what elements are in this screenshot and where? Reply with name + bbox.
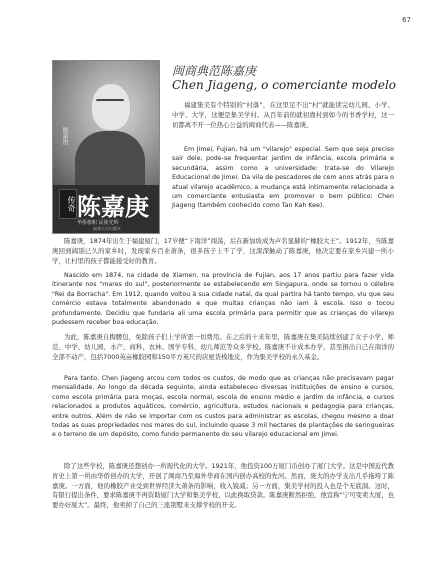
cover-publisher: 福建人民出版社 (93, 226, 121, 231)
page-number: 67 (402, 16, 411, 24)
cover-title: 陈嘉庚 (77, 193, 149, 221)
paragraph-4-chinese: 除了这些学校，陈嘉庚还想创办一所现代化的大学。1921年，他投资100万厦门币创办了厦门大学。这是中国近代教育史上第一所由华侨创办的大学，开创了闽商乃至海外华商在国内创办高校的先河。然而，庞大的办学支出几乎拖垮了陈嘉庚。一方面，他的橡胶产业受到世界经济大萧条的影响，收入锐减；另一方面，集美学村的投入也是个无底洞。这时，有银行提出条件，要求陈嘉庚不再资助厦门大学和集美学校，以此换取贷款。陈嘉庚断然拒绝，他宣称“宁可变卖大厦，也要办好厦大”。最终，他卖掉了自己的三座别墅来支撑学校的开支。 (52, 462, 395, 510)
cover-series-label: 传奇 (59, 189, 77, 219)
paragraph-3-chinese: 为此，陈嘉庚自掏腰包，免除孩子们上学所需一切费用。在之后的十来年里，陈嘉庚在集美陆续创建了女子小学、师范、中学、幼儿园、水产、商科、农林、国学专科、幼儿师范等众多学校。陈嘉庚不计成本办学，甚至捐出自己在南洋的全部不动产，包括7000英亩橡胶园和150平方英尺的店屋货栈地皮，作为集美学校的永久基金。 (52, 333, 394, 361)
paragraph-1-portuguese: Em Jimei, Fujian, há um "vilarejo" especial. Sem que seja preciso sair dele, pode-se frequentar jardim de infância, escola primária e secundária, assim como a universidade: trata-se do Vilarejo Educacional de Jimei. Da vila de pescadores de cem anos atrás para o atual vilarejo acadêmico, a mudança está intimamente relacionada a um comerciante entusiasta em promover o bem público: Chen Jiageng (também conhecido como Tan Kah Kee). (172, 146, 394, 210)
cover-subtitle: 华侨旗帜 民族光辉 (77, 220, 119, 226)
cover-spine-text: 陈嘉庚 (61, 127, 68, 145)
heading-portuguese: Chen Jiageng, o comerciante modelo (172, 78, 397, 92)
paragraph-3-portuguese: Para tanto, Chen Jiageng arcou com todos os custos, de modo que as crianças não precisavam pagar mensalidade. Ao longo da década seguinte, ainda estabeleceu diversas instituições de ensino e cursos, como escola primária para moças, escola normal, escola de ensino médio e jardim de infância, e cursos relacionados a produtos aquáticos, comércio, agricultura, estudos nacionais e pedagogia para crianças, entre outros. Além de não se importar com os custos para administrar as escolas, chegou mesmo a doar todas as suas propriedades nos mares do sul, incluindo quase 3 mil hectares de plantações de seringueiras e o terreno de um depósito, como fundo permanente do seu vilarejo educacional em Jimei. (52, 375, 394, 439)
paragraph-2-portuguese: Nascido em 1874, na cidade de Xiamen, na província de Fujian, aos 17 anos partiu para fazer vida itinerante nos "mares do sul", posteriormente se estabelecendo em Singapura, onde se tornou o célebre "Rei da Borracha". Em 1912, quando voltou à sua cidade natal, da qual partira há tanto tempo, viu que seu comércio estava totalmente abandonado e que muitas crianças não iam à escola. Isso o tocou profundamente. Decidiu que fundaria ali uma escola primária para permitir que as crianças do vilarejo pudessem receber boa educação. (52, 272, 394, 327)
paragraph-1-chinese: 福建集美有个特别的“村落”，在这里足不出“村”就能读完幼儿园、小学、中学、大学，这便是集美学村。从百年前的就初渔村到如今的书香学村，这一切都离不开一位热心公益的闽商代表——陈嘉庚。 (172, 101, 394, 129)
cover-portrait-glasses (96, 99, 124, 109)
cover-portrait-body (75, 131, 145, 187)
paragraph-2-chinese: 陈嘉庚，1874年出生于福建厦门，17岁便“下南洋”闯荡，后在新加坡成为声名显赫的“橡胶大王”。1912年，当陈嘉庚回到阔别已久的家乡时，发现家乡百业萧条，很多孩子上不了学，这深深触动了陈嘉庚，他决定要在家乡兴建一所小学，让村里的孩子都能接受好的教育。 (52, 237, 394, 265)
heading-chinese: 闽商典范陈嘉庚 (172, 64, 257, 78)
book-cover-image (52, 60, 160, 234)
